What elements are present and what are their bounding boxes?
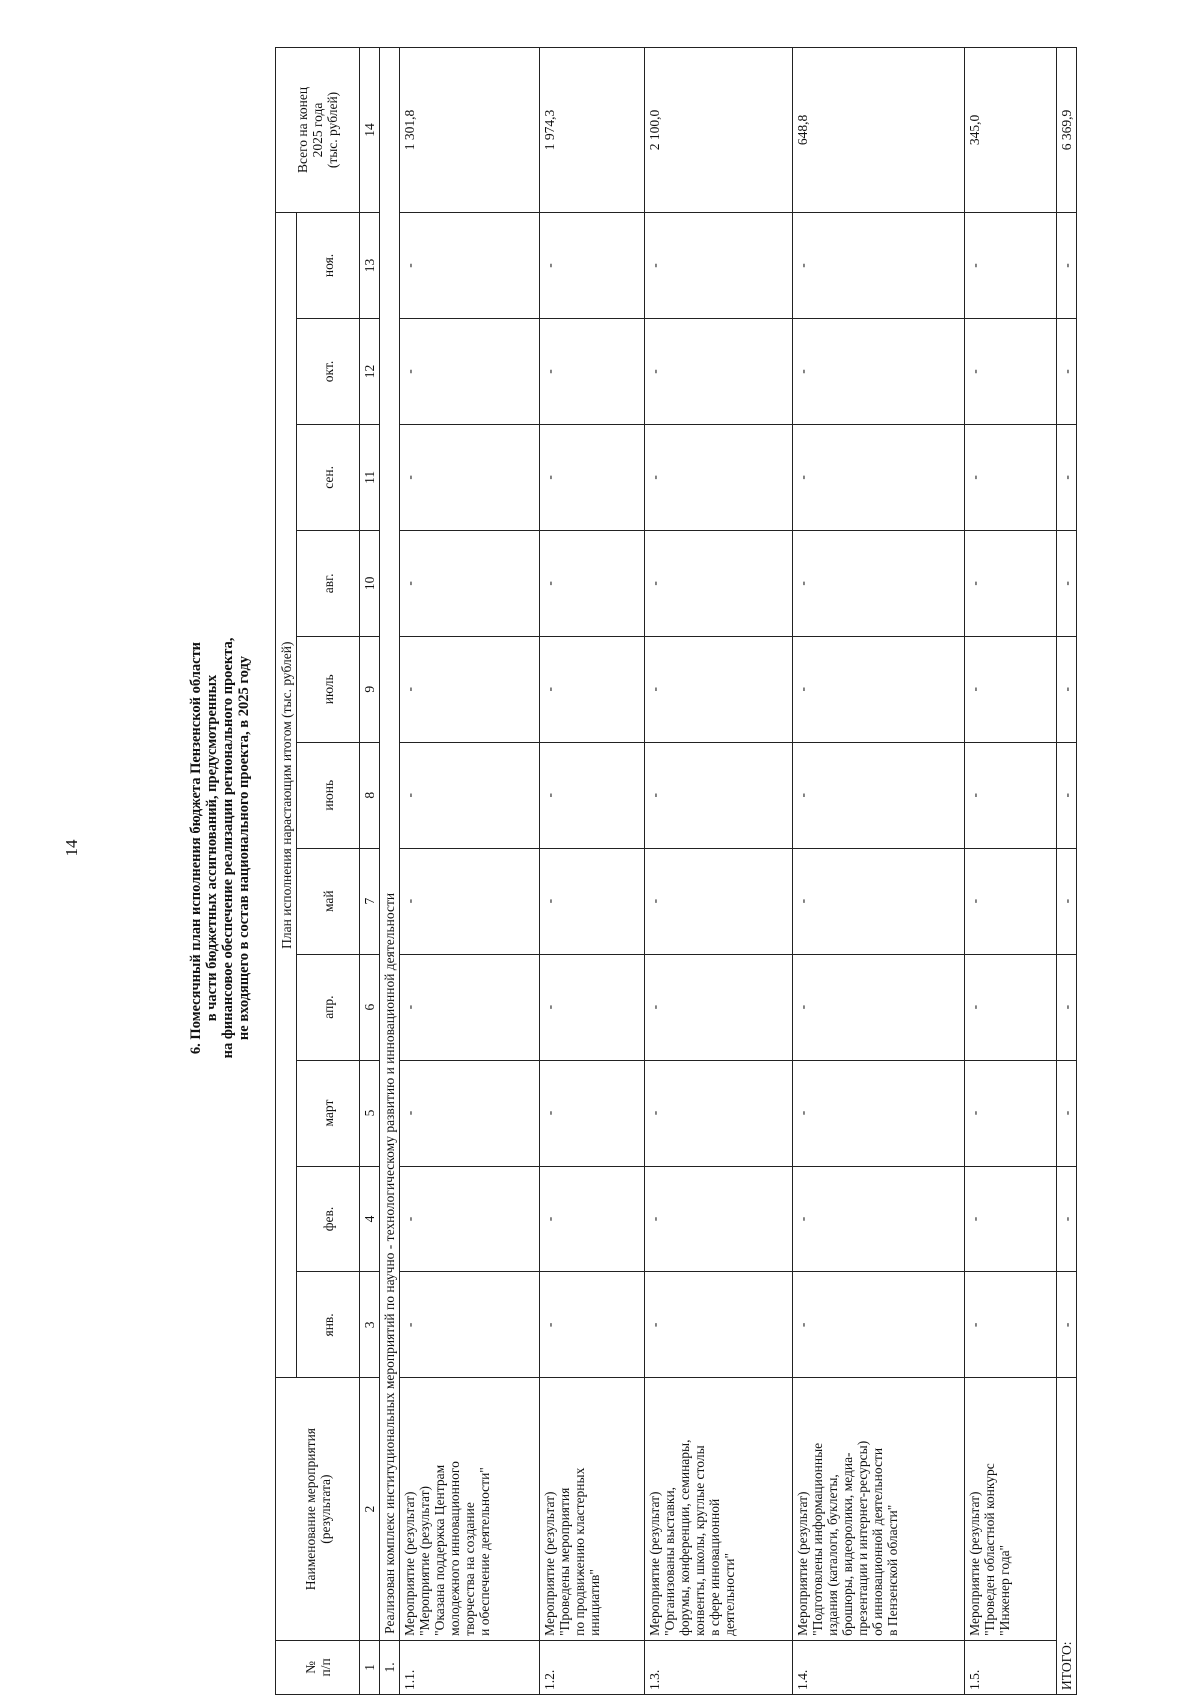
totals-row: [1057, 48, 1077, 1695]
row-name: Мероприятие (результат) "Мероприятие (результат) "Оказана поддержка Центрам молодежного инновационного творчества на создание и обеспечение деятельности": [400, 1378, 540, 1640]
month-value: -: [400, 212, 540, 318]
month-value: -: [965, 742, 1057, 848]
grand-total: 6 369,9: [1057, 48, 1077, 213]
column-number: 10: [360, 530, 380, 636]
month-value: -: [793, 742, 965, 848]
column-number: 3: [360, 1272, 380, 1378]
page-number: 14: [62, 839, 81, 857]
header-month: июль: [297, 636, 360, 742]
totals-month-value: -: [1057, 954, 1077, 1060]
title-line: 6. Помесячный план исполнения бюджета Пензенской области: [188, 641, 204, 1055]
header-month: июнь: [297, 742, 360, 848]
month-value: -: [540, 636, 645, 742]
month-value: -: [645, 212, 793, 318]
month-value: -: [400, 742, 540, 848]
row-num: 1.4.: [793, 1640, 965, 1694]
month-value: -: [793, 848, 965, 954]
table-row: [540, 48, 645, 1695]
header-month: май: [297, 848, 360, 954]
totals-month-value: -: [1057, 1060, 1077, 1166]
month-value: -: [645, 742, 793, 848]
column-number: 8: [360, 742, 380, 848]
column-number: 6: [360, 954, 380, 1060]
column-number: 7: [360, 848, 380, 954]
month-value: -: [793, 212, 965, 318]
header-month: фев.: [297, 1166, 360, 1272]
month-value: -: [965, 212, 1057, 318]
month-value: -: [540, 742, 645, 848]
month-value: -: [540, 1060, 645, 1166]
totals-month-value: -: [1057, 424, 1077, 530]
header-total: Всего на конец 2025 года (тыс. рублей): [276, 48, 360, 213]
month-value: -: [540, 424, 645, 530]
month-value: -: [400, 636, 540, 742]
month-value: -: [793, 636, 965, 742]
month-value: -: [645, 530, 793, 636]
row-total: 1 974,3: [540, 48, 645, 213]
table-row: [400, 48, 540, 1695]
month-value: -: [965, 1060, 1057, 1166]
month-value: -: [540, 212, 645, 318]
month-value: -: [793, 1166, 965, 1272]
header-month: апр.: [297, 954, 360, 1060]
row-num: 1.2.: [540, 1640, 645, 1694]
column-number: 2: [360, 1378, 380, 1640]
section-row: [380, 48, 400, 1695]
month-value: -: [540, 954, 645, 1060]
month-value: -: [540, 319, 645, 425]
row-num: 1.1.: [400, 1640, 540, 1694]
table-row: [793, 48, 965, 1695]
row-total: 1 301,8: [400, 48, 540, 213]
totals-month-value: -: [1057, 742, 1077, 848]
budget-plan-table-area: [275, 47, 1200, 1690]
totals-month-value: -: [1057, 636, 1077, 742]
month-value: -: [645, 1060, 793, 1166]
section-title: Реализован комплекс институциональных мероприятий по научно - технологическому развитию и инновационной деятельности: [380, 48, 400, 1641]
header-month: окт.: [297, 319, 360, 425]
column-number: 5: [360, 1060, 380, 1166]
header-num: № п/п: [276, 1640, 360, 1694]
column-number: 9: [360, 636, 380, 742]
month-value: -: [793, 424, 965, 530]
month-value: -: [965, 636, 1057, 742]
month-value: -: [400, 954, 540, 1060]
month-value: -: [400, 848, 540, 954]
column-number: 13: [360, 212, 380, 318]
month-value: -: [965, 848, 1057, 954]
month-value: -: [645, 636, 793, 742]
title-line: в части бюджетных ассигнований, предусмотренных: [204, 674, 220, 1022]
month-value: -: [540, 1166, 645, 1272]
totals-month-value: -: [1057, 848, 1077, 954]
month-value: -: [645, 319, 793, 425]
budget-plan-table: [275, 47, 1077, 1695]
month-value: -: [645, 1166, 793, 1272]
header-name: Наименование мероприятия (результата): [276, 1378, 360, 1640]
header-month: март: [297, 1060, 360, 1166]
row-total: 345,0: [965, 48, 1057, 213]
section-num: 1.: [380, 1640, 400, 1694]
month-value: -: [965, 424, 1057, 530]
month-value: -: [965, 319, 1057, 425]
month-value: -: [400, 530, 540, 636]
month-value: -: [645, 954, 793, 1060]
header-month: авг.: [297, 530, 360, 636]
row-total: 2 100,0: [645, 48, 793, 213]
title-line: не входящего в состав национального проекта, в 2025 году: [236, 655, 252, 1041]
month-value: -: [793, 319, 965, 425]
totals-month-value: -: [1057, 319, 1077, 425]
month-value: -: [400, 424, 540, 530]
month-value: -: [965, 954, 1057, 1060]
table-row: [965, 48, 1057, 1695]
month-value: -: [965, 530, 1057, 636]
row-name: Мероприятие (результат) "Проведен областной конкурс "Инженер года": [965, 1378, 1057, 1640]
month-value: -: [400, 1060, 540, 1166]
month-value: -: [540, 848, 645, 954]
row-name: Мероприятие (результат) "Организованы выставки, форумы, конференции, семинары, конвенты, школы, круглые столы в сфере инновационной деятельности": [645, 1378, 793, 1640]
month-value: -: [645, 1272, 793, 1378]
table-row: [645, 48, 793, 1695]
month-value: -: [793, 1060, 965, 1166]
row-total: 648,8: [793, 48, 965, 213]
month-value: -: [965, 1272, 1057, 1378]
month-value: -: [400, 1272, 540, 1378]
month-value: -: [400, 319, 540, 425]
document-title: [188, 398, 252, 1298]
month-value: -: [965, 1166, 1057, 1272]
month-value: -: [793, 954, 965, 1060]
column-number: 11: [360, 424, 380, 530]
header-plan-group: План исполнения нарастающим итогом (тыс. рублей): [276, 212, 297, 1377]
month-value: -: [400, 1166, 540, 1272]
month-value: -: [540, 1272, 645, 1378]
totals-month-value: -: [1057, 1166, 1077, 1272]
row-name: Мероприятие (результат) "Проведены мероприятия по продвижению кластерных инициатив": [540, 1378, 645, 1640]
totals-month-value: -: [1057, 530, 1077, 636]
column-number: 4: [360, 1166, 380, 1272]
title-line: на финансовое обеспечение реализации регионального проекта,: [220, 637, 236, 1059]
row-num: 1.5.: [965, 1640, 1057, 1694]
month-value: -: [645, 424, 793, 530]
month-value: -: [793, 1272, 965, 1378]
month-value: -: [645, 848, 793, 954]
totals-month-value: -: [1057, 212, 1077, 318]
row-num: 1.3.: [645, 1640, 793, 1694]
month-value: -: [540, 530, 645, 636]
column-number: 14: [360, 48, 380, 213]
header-month: сен.: [297, 424, 360, 530]
totals-month-value: -: [1057, 1272, 1077, 1378]
header-month: янв.: [297, 1272, 360, 1378]
column-number: 1: [360, 1640, 380, 1694]
header-month: ноя.: [297, 212, 360, 318]
column-number: 12: [360, 319, 380, 425]
row-name: Мероприятие (результат) "Подготовлены информационные издания (каталоги, буклеты, брошюры, видеоролики, медиа- презентации и интернет-ресурсы) об инновационной деятельности в Пензенской области": [793, 1378, 965, 1640]
month-value: -: [793, 530, 965, 636]
totals-label: ИТОГО:: [1057, 1378, 1077, 1695]
